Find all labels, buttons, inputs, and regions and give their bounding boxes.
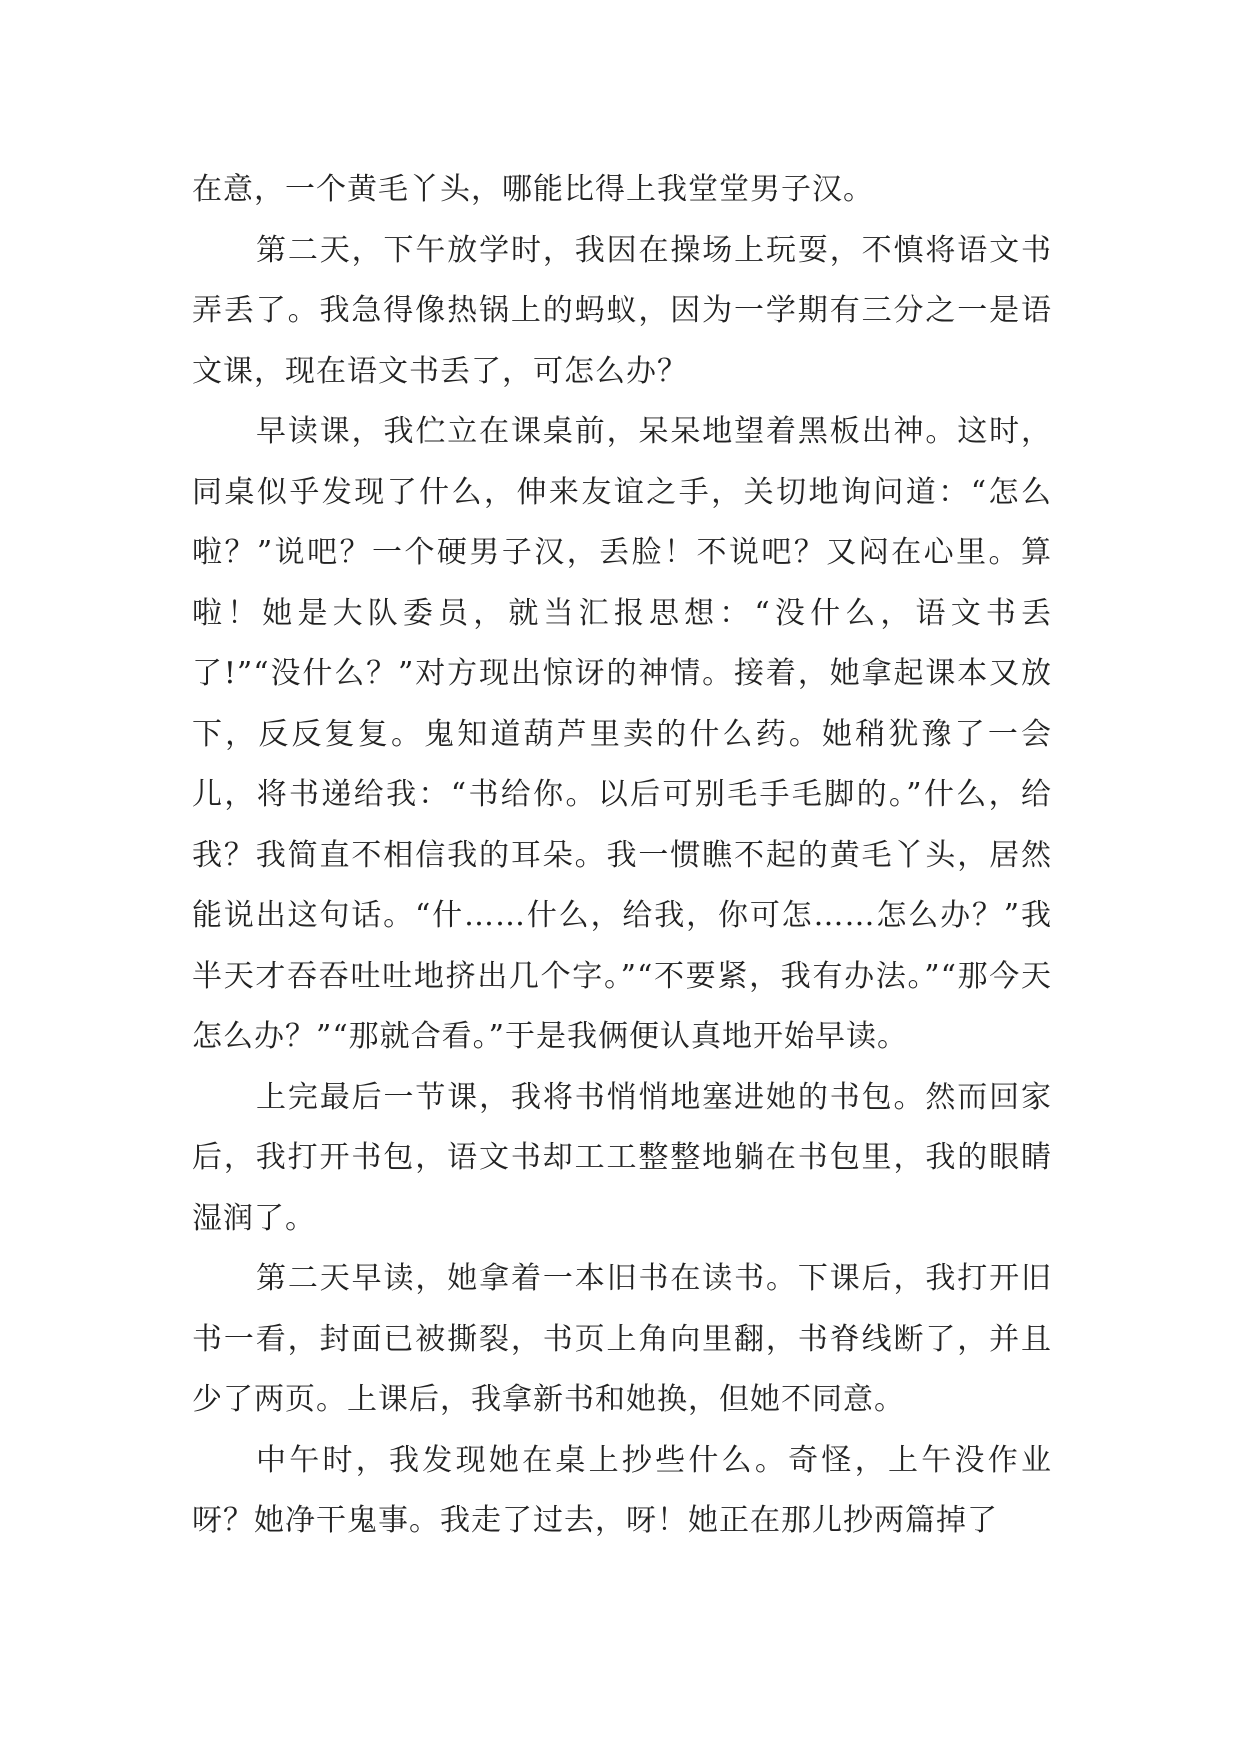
paragraph-2: 第二天，下午放学时，我因在操场上玩耍，不慎将语文书弄丢了。我急得像热锅上的蚂蚁，因为一学期有三分之一是语文课，现在语文书丢了，可怎么办？ (192, 232, 1052, 389)
paragraph-5: 第二天早读，她拿着一本旧书在读书。下课后，我打开旧书一看，封面已被撕裂，书页上角向里翻，书脊线断了，并且少了两页。上课后，我拿新书和她换，但她不同意。 (192, 1261, 1052, 1417)
paragraph-1: 在意，一个黄毛丫头，哪能比得上我堂堂男子汉。 (192, 172, 874, 207)
paragraph-3: 早读课，我伫立在课桌前，呆呆地望着黑板出神。这时，同桌似乎发现了什么，伸来友谊之手，关切地询问道：“怎么啦？”说吧？一个硬男子汉，丢脸！不说吧？又闷在心里。算啦！她是大队委员，就当汇报思想：“没什么，语文书丢了!”“没什么？”对方现出惊讶的神情。接着，她拿起课本又放下，反反复复。鬼知道葫芦里卖的什么药。她稍犹豫了一会儿，将书递给我：“书给你。以后可别毛手毛脚的。”什么，给我？我简直不相信我的耳朵。我一惯瞧不起的黄毛丫头，居然能说出这句话。“什……什么，给我，你可怎……怎么办？”我半天才吞吞吐吐地挤出几个字。”“不要紧，我有办法。”“那今天怎么办？”“那就合看。”于是我俩便认真地开始早读。 (192, 414, 1052, 1054)
paragraph-6: 中午时，我发现她在桌上抄些什么。奇怪，上午没作业呀？她净干鬼事。我走了过去，呀！她正在那儿抄两篇掉了 (192, 1442, 1052, 1538)
document-body (192, 160, 1052, 1552)
paragraph-4: 上完最后一节课，我将书悄悄地塞进她的书包。然而回家后，我打开书包，语文书却工工整整地躺在书包里，我的眼睛湿润了。 (192, 1079, 1052, 1236)
